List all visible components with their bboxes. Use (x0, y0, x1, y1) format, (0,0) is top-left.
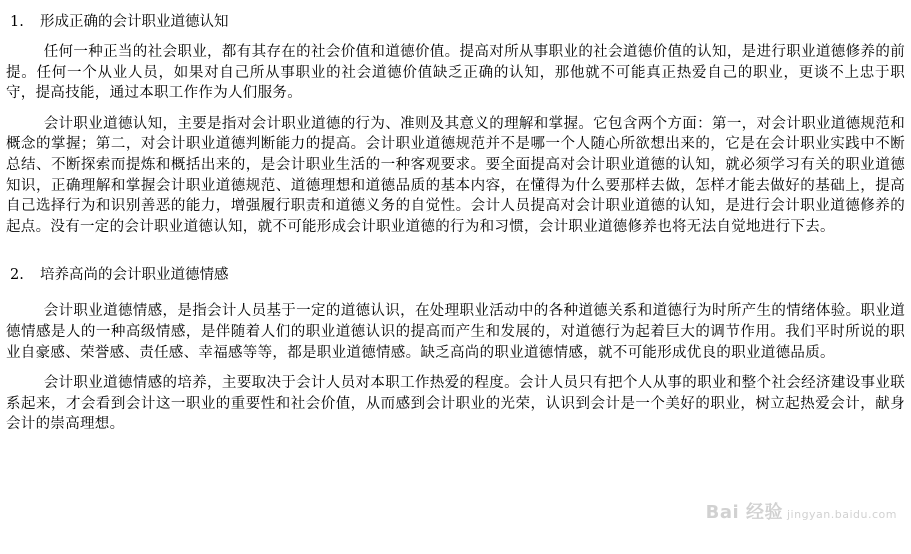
section-1-number: 1. (10, 14, 24, 30)
section-gap (6, 237, 905, 263)
section-2-paragraph-2: 会计职业道德情感的培养，主要取决于会计人员对本职工作热爱的程度。会计人员只有把个人从事的职业和整个社会经济建设事业联系起来，才会看到会计这一职业的重要性和社会价值，从而感到会计职业的光荣，认识到会计是一个美好的职业，树立起热爱会计，献身会计的崇高理想。 (6, 375, 905, 433)
watermark-url: jingyan.baidu.com (786, 508, 897, 521)
section-1-paragraph-2: 会计职业道德认知，主要是指对会计职业道德的行为、准则及其意义的理解和掌握。它包含两个方面：第一，对会计职业道德规范和概念的掌握；第二，对会计职业道德判断能力的提高。会计职业道德规范并不是哪一个人随心所欲想出来的，它是在会计职业实践中不断总结、不断探索而提炼和概括出来的，是会计职业生活的一种客观要求。要全面提高对会计职业道德的认知，就必须学习有关的职业道德知识，正确理解和掌握会计职业道德规范、道德理想和道德品质的基本内容，在懂得为什么要那样去做，怎样才能去做好的基础上，提高自己选择行为和识别善恶的能力，增强履行职责和道德义务的自觉性。会计人员提高对会计职业道德的认知，是进行会计职业道德修养的起点。没有一定的会计职业道德认知，就不可能形成会计职业道德的行为和习惯，会计职业道德修养也将无法自觉地进行下去。 (6, 115, 905, 235)
section-2-number: 2. (10, 267, 24, 284)
section-2-heading (6, 263, 905, 287)
section-1-title: 形成正确的会计职业道德认知 (40, 14, 229, 30)
section-1-heading (6, 10, 905, 34)
section-1-paragraph-1: 任何一种正当的社会职业，都有其存在的社会价值和道德价值。提高对所从事职业的社会道德价值的认知，是进行职业道德修养的前提。任何一个从业人员，如果对自己所从事职业的社会道德价值缺乏正确的认知，那他就不可能真正热爱自己的职业，更谈不上忠于职守，提高技能，通过本职工作作为人们服务。 (6, 44, 905, 102)
paragraph-gap (6, 104, 905, 114)
watermark-text: Bai 经验 (705, 502, 783, 523)
paragraph-gap (6, 363, 905, 373)
section-2-title: 培养高尚的会计职业道德情感 (40, 267, 229, 284)
section-2-paragraph-1: 会计职业道德情感，是指会计人员基于一定的道德认识，在处理职业活动中的各种道德关系和道德行为时所产生的情绪体验。职业道德情感是人的一种高级情感，是伴随着人们的职业道德认识的提高而产生和发展的，对道德行为起着巨大的调节作用。我们平时所说的职业自豪感、荣誉感、责任感、幸福感等等，都是职业道德情感。缺乏高尚的职业道德情感，就不可能形成优良的职业道德品质。 (6, 303, 905, 361)
